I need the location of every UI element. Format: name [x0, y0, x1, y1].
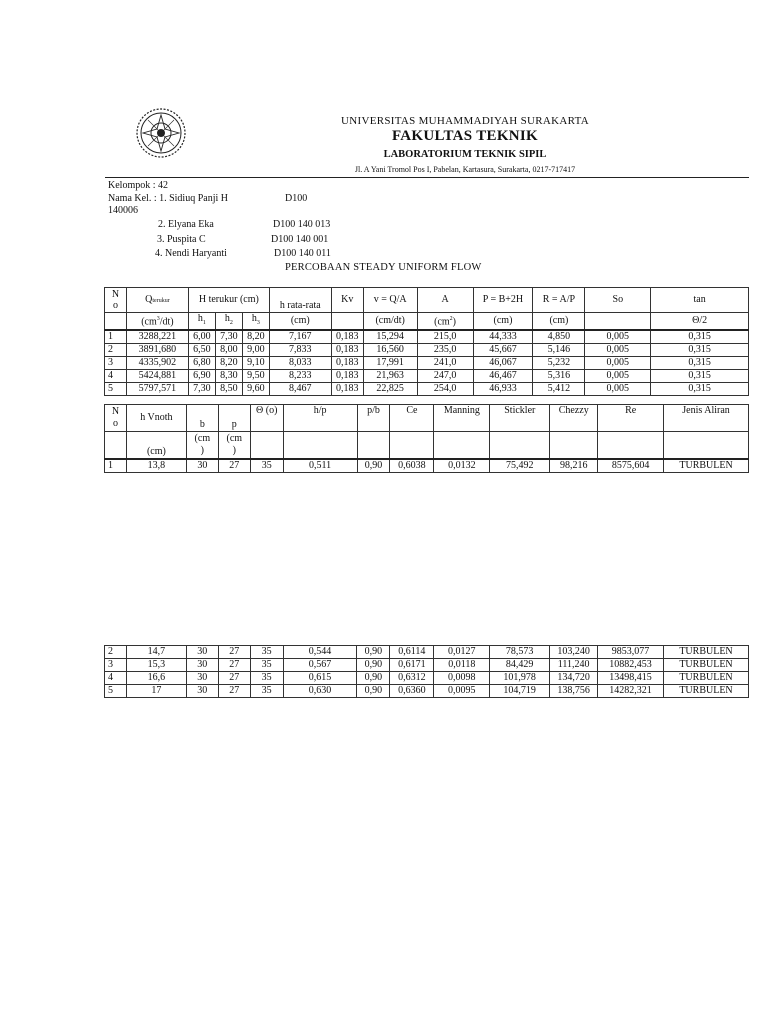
table-cell: 9,00	[242, 344, 269, 357]
table-cell: TURBULEN	[664, 459, 749, 473]
table-cell: 35	[250, 459, 283, 473]
table-cell: 104,719	[490, 685, 550, 698]
table-row	[105, 357, 749, 370]
table-cell: 0,0098	[434, 672, 490, 685]
table-cell: 8,30	[215, 370, 242, 383]
table-cell: 0,630	[283, 685, 357, 698]
t2-header-flow-type: Jenis Aliran	[664, 405, 749, 432]
unit-so	[585, 313, 651, 331]
unit-tan: Θ/2	[651, 313, 749, 331]
table-cell: 5,316	[533, 370, 585, 383]
table-cell: 0,90	[357, 646, 390, 659]
group-number: Kelompok : 42	[108, 180, 168, 191]
table-cell: 27	[218, 659, 250, 672]
table-cell: 45,667	[473, 344, 533, 357]
table-cell: 27	[218, 685, 250, 698]
table-cell: 27	[218, 672, 250, 685]
table-cell: 0,90	[357, 659, 390, 672]
table-hydraulics	[104, 287, 749, 396]
table-cell: 0,315	[651, 330, 749, 344]
unit-a: $(cm^2)$	[417, 313, 473, 331]
table-cell: 215,0	[417, 330, 473, 344]
table-cell: 35	[250, 659, 283, 672]
table-row	[105, 370, 749, 383]
header-r: R = A/P	[533, 288, 585, 313]
t2-unit-empty	[434, 432, 490, 460]
table-cell: 0,315	[651, 383, 749, 396]
table-cell: TURBULEN	[664, 685, 749, 698]
member2-name: 2. Elyana Eka	[158, 219, 214, 230]
table-cell: 6,80	[188, 357, 215, 370]
unit-p: (cm)	[473, 313, 533, 331]
t2-unit-empty	[598, 432, 664, 460]
t2-unit-empty	[490, 432, 550, 460]
table-cell: 7,30	[188, 383, 215, 396]
t2-unit-p: (cm )	[218, 432, 250, 460]
table-cell: 0,005	[585, 344, 651, 357]
table-cell: 8,233	[269, 370, 331, 383]
table-cell: 46,067	[473, 357, 533, 370]
table-cell: 0,544	[283, 646, 357, 659]
table2-header-row	[105, 405, 749, 432]
t2-header-strickler: Stickler	[490, 405, 550, 432]
t2-unit-empty	[550, 432, 598, 460]
table-cell: 6,90	[188, 370, 215, 383]
table-cell: 7,167	[269, 330, 331, 344]
table-cell: 0,315	[651, 344, 749, 357]
unit-h1: $h_1$	[188, 313, 215, 331]
table-cell: 0,183	[331, 357, 363, 370]
unit-h3: $h_3$	[242, 313, 269, 331]
table-cell: 35	[250, 646, 283, 659]
table-cell: 3891,680	[126, 344, 188, 357]
t2-header-pb: p/b	[357, 405, 390, 432]
table-cell: 1	[105, 330, 127, 344]
table-cell: 3288,221	[126, 330, 188, 344]
header-kv: Kv	[331, 288, 363, 313]
unit-h-avg: (cm)	[269, 313, 331, 331]
header-no: N o	[105, 288, 127, 313]
table-cell: 5	[105, 383, 127, 396]
table-cell: 27	[218, 646, 250, 659]
table-cell: 13,8	[126, 459, 186, 473]
header-so: So	[585, 288, 651, 313]
table-cell: 30	[186, 646, 218, 659]
table-cell: 254,0	[417, 383, 473, 396]
header-a: A	[417, 288, 473, 313]
t2-unit-b: (cm )	[186, 432, 218, 460]
table-cell: 9,50	[242, 370, 269, 383]
header-h-avg: h rata-rata	[269, 288, 331, 313]
experiment-title: PERCOBAAN STEADY UNIFORM FLOW	[285, 262, 482, 273]
university-name: UNIVERSITAS MUHAMMADIYAH SURAKARTA	[341, 115, 589, 127]
member1-nim: D100	[285, 193, 308, 204]
table-cell: 17	[126, 685, 186, 698]
table-cell: 0,6312	[390, 672, 434, 685]
table-cell: 16,6	[126, 672, 186, 685]
member4-name: 4. Nendi Haryanti	[155, 248, 227, 259]
table-cell: 30	[186, 672, 218, 685]
table-cell: 138,756	[550, 685, 598, 698]
table-cell: 7,833	[269, 344, 331, 357]
table-cell: 75,492	[490, 459, 550, 473]
table-cell: 21,963	[363, 370, 417, 383]
table-cell: 9,60	[242, 383, 269, 396]
table1-units-row	[105, 313, 749, 331]
t2-header-hvnoth: h Vnoth	[126, 405, 186, 432]
table-cell: 247,0	[417, 370, 473, 383]
table-cell: 9,10	[242, 357, 269, 370]
table-cell: 134,720	[550, 672, 598, 685]
table-cell: 0,6114	[390, 646, 434, 659]
table-cell: 111,240	[550, 659, 598, 672]
table-cell: 14,7	[126, 646, 186, 659]
t2-header-re: Re	[598, 405, 664, 432]
table-cell: 7,30	[215, 330, 242, 344]
table-cell: 46,467	[473, 370, 533, 383]
table-cell: 0,90	[357, 459, 390, 473]
header-divider	[105, 177, 749, 178]
table-row	[105, 659, 749, 672]
table-cell: 84,429	[490, 659, 550, 672]
table-cell: 5797,571	[126, 383, 188, 396]
table-cell: 0,90	[357, 672, 390, 685]
table-cell: 4,850	[533, 330, 585, 344]
table-cell: 4	[105, 672, 127, 685]
unit-r: (cm)	[533, 313, 585, 331]
t2-header-ce: Ce	[390, 405, 434, 432]
table-row	[105, 459, 749, 473]
table-row	[105, 672, 749, 685]
table-cell: 0,6038	[390, 459, 434, 473]
table-cell: 0,183	[331, 330, 363, 344]
table-row	[105, 685, 749, 698]
table-cell: TURBULEN	[664, 659, 749, 672]
t2-header-hp: h/p	[283, 405, 357, 432]
table-cell: 5424,881	[126, 370, 188, 383]
table-cell: 15,294	[363, 330, 417, 344]
table-cell: 101,978	[490, 672, 550, 685]
t2-unit-empty	[357, 432, 390, 460]
unit-h2: $h_2$	[215, 313, 242, 331]
table-cell: 8,20	[215, 357, 242, 370]
table-weir-results	[104, 404, 749, 473]
table-cell: 0,183	[331, 344, 363, 357]
table-cell: 0,183	[331, 383, 363, 396]
table-cell: 8575,604	[598, 459, 664, 473]
table-cell: 4	[105, 370, 127, 383]
t2-unit-empty	[283, 432, 357, 460]
t2-header-no: N o	[105, 405, 127, 432]
table-cell: 9853,077	[598, 646, 664, 659]
t2-header-b: b	[186, 405, 218, 432]
header-tan: tan	[651, 288, 749, 313]
table-cell: 3	[105, 357, 127, 370]
t2-unit-empty	[664, 432, 749, 460]
member2-nim: D100 140 013	[273, 219, 331, 230]
table-cell: 13498,415	[598, 672, 664, 685]
table-cell: 0,6171	[390, 659, 434, 672]
header-q: Qterukur	[126, 288, 188, 313]
member3-name: 3. Puspita C	[157, 234, 206, 245]
table-row	[105, 646, 749, 659]
table-cell: 30	[186, 685, 218, 698]
header-v: v = Q/A	[363, 288, 417, 313]
table-cell: 0,0118	[434, 659, 490, 672]
members-label: Nama Kel. : 1. Sidiuq Panji H	[108, 193, 228, 204]
table-cell: 16,560	[363, 344, 417, 357]
table-cell: 0,615	[283, 672, 357, 685]
t2-header-p: p	[218, 405, 250, 432]
table-row	[105, 330, 749, 344]
laboratory-name: LABORATORIUM TEKNIK SIPIL	[383, 149, 547, 160]
t2-unit-empty	[250, 432, 283, 460]
member1-nim-cont: 140006	[108, 205, 138, 216]
table-cell: 10882,453	[598, 659, 664, 672]
table-cell: 5,232	[533, 357, 585, 370]
table-cell: 6,00	[188, 330, 215, 344]
table-cell: 103,240	[550, 646, 598, 659]
table-cell: 44,333	[473, 330, 533, 344]
table-cell: 8,00	[215, 344, 242, 357]
table-cell: 0,567	[283, 659, 357, 672]
table-cell: 17,991	[363, 357, 417, 370]
table2-units-row	[105, 432, 749, 460]
table-cell: 0,6360	[390, 685, 434, 698]
unit-kv	[331, 313, 363, 331]
header-h-measured: H terukur (cm)	[188, 288, 269, 313]
table-cell: TURBULEN	[664, 646, 749, 659]
table-cell: 0,005	[585, 357, 651, 370]
unit-no	[105, 313, 127, 331]
t2-unit-no	[105, 432, 127, 460]
table-cell: 30	[186, 459, 218, 473]
table-cell: 0,0132	[434, 459, 490, 473]
table-cell: 8,033	[269, 357, 331, 370]
table-cell: 14282,321	[598, 685, 664, 698]
table-cell: 5	[105, 685, 127, 698]
table-cell: 235,0	[417, 344, 473, 357]
table-cell: 0,183	[331, 370, 363, 383]
t2-header-theta: Θ (o)	[250, 405, 283, 432]
table-cell: 35	[250, 685, 283, 698]
table-cell: 0,005	[585, 330, 651, 344]
table-cell: 5,412	[533, 383, 585, 396]
header-p: P = B+2H	[473, 288, 533, 313]
t2-unit-empty	[390, 432, 434, 460]
table-cell: 8,20	[242, 330, 269, 344]
t2-unit-hvnoth: (cm)	[126, 432, 186, 460]
table-cell: 3	[105, 659, 127, 672]
table-weir-results-cont	[104, 645, 749, 698]
table-cell: 0,0095	[434, 685, 490, 698]
table-cell: 8,467	[269, 383, 331, 396]
table-cell: 0,315	[651, 370, 749, 383]
university-logo	[135, 107, 187, 159]
address: Jl. A Yani Tromol Pos I, Pabelan, Kartasura, Surakarta, 0217-717417	[354, 165, 576, 174]
unit-v: (cm/dt)	[363, 313, 417, 331]
member3-nim: D100 140 001	[271, 234, 329, 245]
t2-header-chezzy: Chezzy	[550, 405, 598, 432]
table-cell: 0,005	[585, 370, 651, 383]
table-cell: 0,90	[357, 685, 390, 698]
t2-header-manning: Manning	[434, 405, 490, 432]
table-cell: 2	[105, 344, 127, 357]
table-cell: 0,315	[651, 357, 749, 370]
table-cell: 2	[105, 646, 127, 659]
table-cell: 0,0127	[434, 646, 490, 659]
table-row	[105, 344, 749, 357]
table-cell: 4335,902	[126, 357, 188, 370]
table-cell: 30	[186, 659, 218, 672]
table-cell: 1	[105, 459, 127, 473]
member4-nim: D100 140 011	[274, 248, 331, 259]
table-cell: 27	[218, 459, 250, 473]
table-cell: TURBULEN	[664, 672, 749, 685]
faculty-name: FAKULTAS TEKNIK	[391, 128, 539, 144]
table-cell: 78,573	[490, 646, 550, 659]
table-cell: 15,3	[126, 659, 186, 672]
unit-q: $(cm^3/dt)$	[126, 313, 188, 331]
table-cell: 8,50	[215, 383, 242, 396]
table-row	[105, 383, 749, 396]
table-cell: 241,0	[417, 357, 473, 370]
table-cell: 22,825	[363, 383, 417, 396]
table-cell: 98,216	[550, 459, 598, 473]
table-cell: 0,511	[283, 459, 357, 473]
table-cell: 35	[250, 672, 283, 685]
table-cell: 0,005	[585, 383, 651, 396]
table-cell: 6,50	[188, 344, 215, 357]
table1-header-row	[105, 288, 749, 313]
table-cell: 46,933	[473, 383, 533, 396]
table-cell: 5,146	[533, 344, 585, 357]
